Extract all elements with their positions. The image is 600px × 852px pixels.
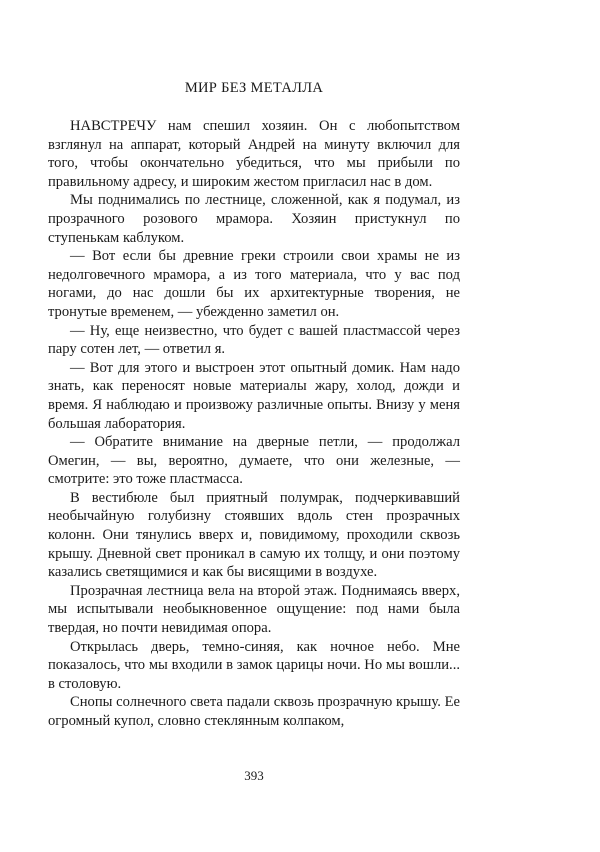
- page-number: 393: [244, 768, 264, 783]
- paragraph-1: НАВСТРЕЧУ нам спешил хозяин. Он с любопытством взглянул на аппарат, который Андрей на минуту включил для того, чтобы окончательно убедиться, что мы прибыли по правильному адресу, и широким жестом пригласил нас в дом.: [48, 118, 460, 190]
- paragraph-5: — Вот для этого и выстроен этот опытный домик. Нам надо знать, как переносят новые материалы жару, холод, дожди и время. Я наблюдаю и произвожу различные опыты. Внизу у меня большая лаборатория.: [48, 359, 460, 432]
- paragraph-7: В вестибюле был приятный полумрак, подчеркивавший необычайную голубизну стоявших вдоль стен прозрачных колонн. Они тянулись вверх и, повидимому, проходили сквозь крышу. Дневной свет проникал в самую их толщу, и они поэтому казались светящимися и как бы висящими в воздухе.: [48, 489, 460, 581]
- running-title: МИР БЕЗ МЕТАЛЛА: [184, 80, 324, 96]
- body-text: [48, 117, 460, 731]
- paragraph-3: — Вот если бы древние греки строили свои храмы не из недолговечного мрамора, а из того материала, что у вас под ногами, до нас дошли бы их архитектурные творения, не тронутые временем, — убежденно заметил он.: [48, 248, 460, 320]
- paragraph-8: Прозрачная лестница вела на второй этаж. Поднимаясь вверх, мы испытывали необыкновенное ощущение: под нами была твердая, но почти невидимая опора.: [48, 582, 460, 637]
- paragraph-6: — Обратите внимание на дверные петли, — продолжал Омегин, — вы, вероятно, думаете, что они железные, — смотрите: это тоже пластмасса.: [48, 434, 460, 488]
- paragraph-9: Открылась дверь, темно-синяя, как ночное небо. Мне показалось, что мы входили в замок царицы ночи. Но мы вошли... в столовую.: [48, 638, 460, 692]
- book-page: [48, 0, 460, 852]
- paragraph-10: Снопы солнечного света падали сквозь прозрачную крышу. Ее огромный купол, словно стеклянным колпаком,: [48, 694, 460, 729]
- paragraph-4: — Ну, еще неизвестно, что будет с вашей пластмассой через пару сотен лет, — ответил я.: [48, 322, 460, 358]
- paragraph-2: Мы поднимались по лестнице, сложенной, как я подумал, из прозрачного розового мрамора. Хозяин пристукнул по ступенькам каблуком.: [48, 192, 460, 246]
